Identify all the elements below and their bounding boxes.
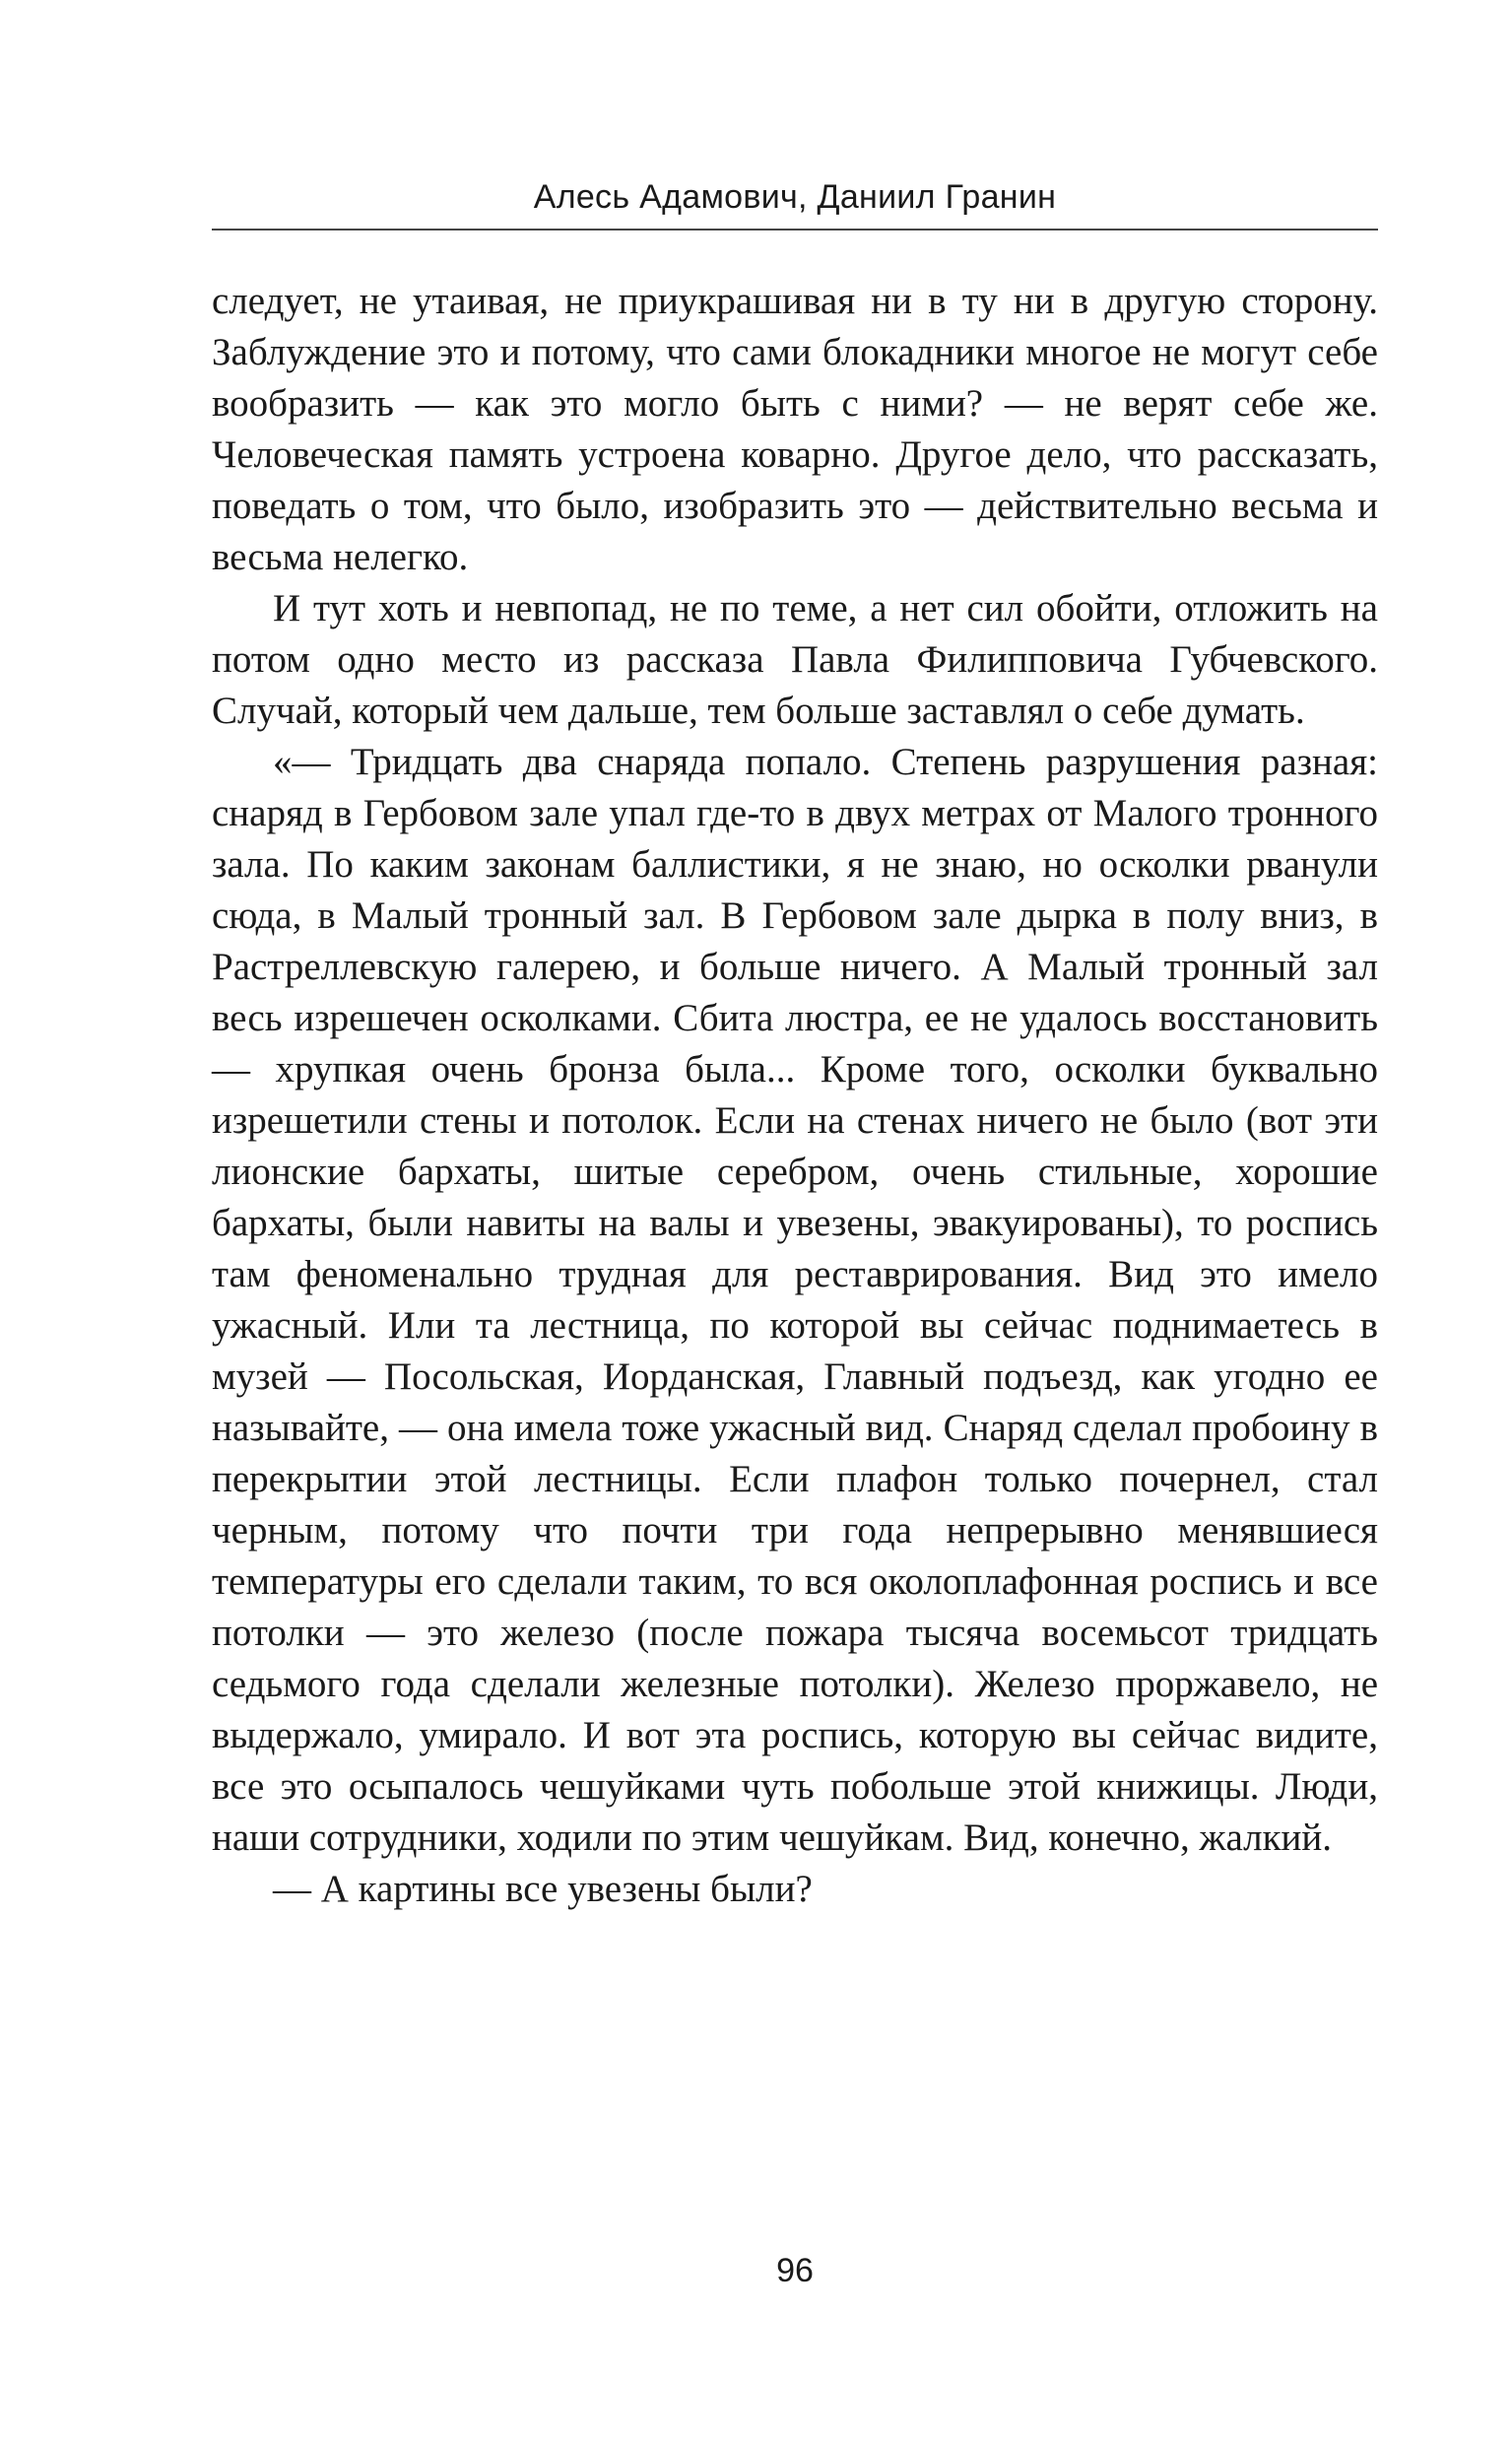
body-text (212, 276, 1378, 1915)
paragraph-quote: «— Тридцать два снаряда попало. Степень разрушения разная: снаряд в Гербовом зале упал где-то в двух метрах от Малого тронного зала. По каким законам баллистики, я не знаю, но осколки рванули сюда, в Малый тронный зал. В Гербовом зале дырка в полу вниз, в Растреллевскую галерею, и больше ничего. А Малый тронный зал весь изрешечен осколками. Сбита люстра, ее не удалось восстановить — хрупкая очень бронза была... Кроме того, осколки буквально изрешетили стены и потолок. Если на стенах ничего не было (вот эти лионские бархаты, шитые серебром, очень стильные, хорошие бархаты, были навиты на валы и увезены, эвакуированы), то роспись там феноменально трудная для реставрирования. Вид это имело ужасный. Или та лестница, по которой вы сейчас поднимаетесь в музей — Посольская, Иорданская, Главный подъезд, как угодно ее называйте, — она имела тоже ужасный вид. Снаряд сделал пробоину в перекрытии этой лестницы. Если плафон только почернел, стал черным, потому что почти три года непрерывно менявшиеся температуры его сделали таким, то вся околоплафонная роспись и все потолки — это железо (после пожара тысяча восемьсот тридцать седьмого года сделали железные потолки). Железо проржавело, не выдержало, умирало. И вот эта роспись, которую вы сейчас видите, все это осыпалось чешуйками чуть побольше этой книжицы. Люди, наши сотрудники, ходили по этим чешуйкам. Вид, конечно, жалкий. (212, 741, 1378, 1859)
page-number: 96 (776, 2252, 814, 2289)
header-rule (212, 229, 1378, 231)
running-title: Алесь Адамович, Даниил Гранин (533, 178, 1057, 216)
paragraph-continuation: следует, не утаивая, не приукрашивая ни в ту ни в другую сторону. Заблуждение это и потому, что сами блокадники многое не могут себе вообразить — как это могло быть с ними? — не верят себе же. Человеческая память устроена коварно. Другое дело, что рассказать, поведать о том, что было, изобразить это — действительно весьма и весьма нелегко. (212, 280, 1378, 578)
paragraph: И тут хоть и невпопад, не по теме, а нет сил обойти, отложить на потом одно место из рассказа Павла Филипповича Губчевского. Случай, который чем дальше, тем больше заставлял о себе думать. (212, 587, 1378, 732)
paragraph-dialogue: — А картины все увезены были? (273, 1868, 813, 1910)
